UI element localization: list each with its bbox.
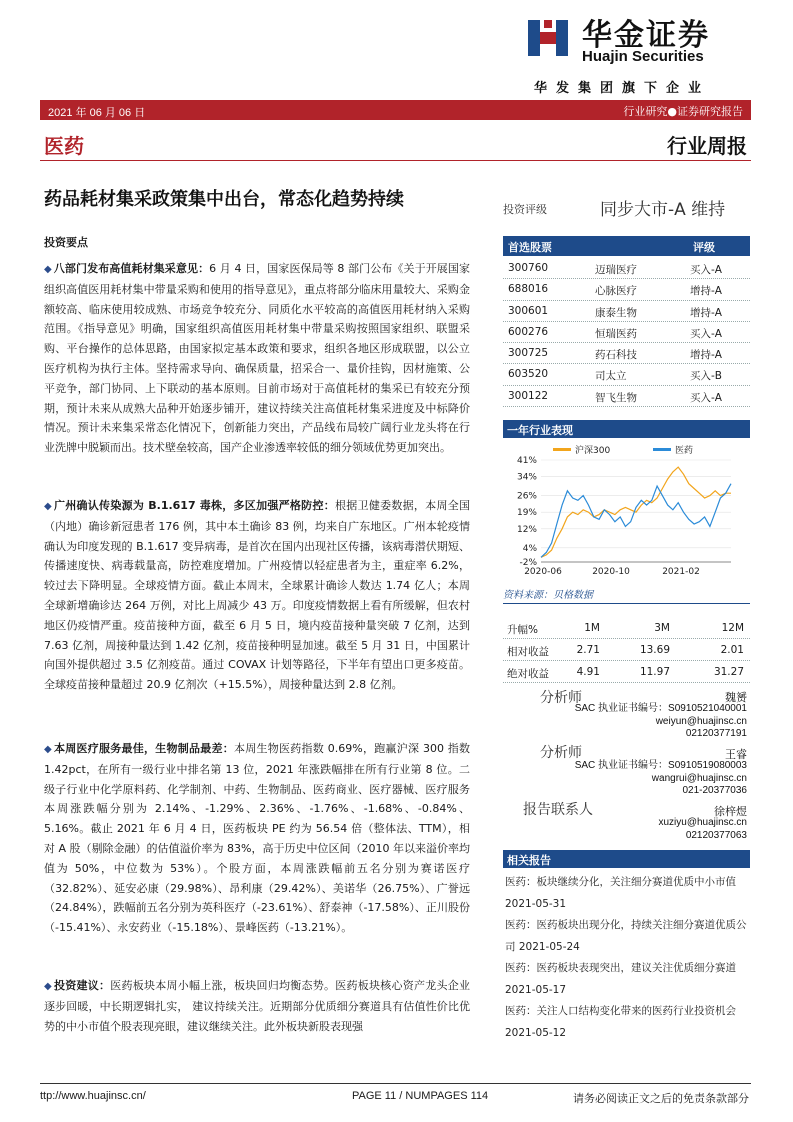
stock-code: 688016: [508, 283, 549, 296]
stock-code: 300760: [508, 262, 549, 274]
analyst-role: 分析师: [540, 745, 582, 761]
key-point-paragraph: [44, 976, 470, 1036]
table-header-row: [503, 617, 750, 639]
stock-rating: 买入-B: [690, 370, 722, 383]
analyst-phone: 021-20377036: [682, 785, 747, 796]
brand-name-en: Huajin Securities: [582, 48, 704, 65]
analyst-email[interactable]: weiyun@huajinsc.cn: [655, 715, 747, 727]
column-header: 升幅%: [507, 624, 538, 636]
key-point-paragraph: [44, 739, 470, 938]
chart-source-divider: [503, 603, 750, 604]
stock-rating: 买入-A: [690, 327, 722, 340]
y-tick-label: 12%: [516, 524, 537, 535]
cell-1m: 4.91: [576, 666, 600, 678]
contact-info: [658, 817, 747, 842]
key-point-text: 根据卫健委数据，本周全国（内地）确诊新冠患者 176 例，其中本土确诊 83 例，均来自广东地区。广州本轮疫情确认为印度发现的 B.1.617 变异病毒，是首次在国内出现社区传播，该病毒潜伏期短、传播速度快、病毒载量高，防控难度增加。广州疫情以轻症患者为主，重症率 6.2%，较过去下降明显。全球疫情方面。截止本周末，全球累计确诊人数达 1.74 亿人；本周全球新增确诊达 264 万例，对比上周减少 43 万。印度疫情数据上看有所缓解，但农村地区仍疫情严重。疫苗接种方面，截至 6 月 5 日，境内疫苗接种量突破 7 亿剂，达到 7.63 亿剂，周接种量达到 1.42 亿剂，疫苗接种明显加速。截至 5 月 31 日，中国累计向国外提供超过 3.5 亿剂疫苗。通过 COVAX 计划等路径，下半年有望出口更多疫苗。全球疫苗接种量超过 20.9 亿剂次（+15.5%），周接种量达到 2.8 亿剂。: [44, 499, 471, 692]
analyst-name: 魏赟: [725, 691, 747, 704]
stock-header-right: 评级: [693, 241, 715, 254]
brand-name-cn: 华金证券: [582, 18, 710, 53]
column-header: 12M: [721, 622, 744, 634]
key-points-heading: 投资要点: [44, 236, 88, 249]
sector-label: 医药: [44, 134, 84, 158]
stock-rating: 增持-A: [690, 306, 722, 319]
doc-type-label: 行业周报: [667, 134, 747, 158]
stock-name: 迈瑞医疗: [595, 264, 637, 276]
analyst-cert: SAC 执业证书编号：S0910521040001: [574, 703, 747, 714]
stock-code: 600276: [508, 325, 549, 338]
cell-1m: 2.71: [576, 644, 600, 656]
y-tick-label: 41%: [516, 456, 537, 466]
stock-rating: 买入-A: [690, 264, 722, 276]
diamond-bullet-icon: ◆: [44, 264, 52, 275]
chart-section-title: 一年行业表现: [507, 424, 573, 437]
cell-3m: 13.69: [639, 644, 670, 656]
table-row: [503, 343, 750, 364]
table-row: [503, 639, 750, 661]
x-tick-label: 2020-06: [524, 567, 562, 577]
chart-section-header: [503, 420, 750, 438]
key-point-lead: 八部门发布高值耗材集采意见：: [53, 262, 210, 275]
stock-name: 司太立: [595, 370, 627, 383]
footer-url[interactable]: ttp://www.huajinsc.cn/: [40, 1090, 146, 1102]
y-tick-label: 4%: [522, 543, 537, 554]
stock-name: 智飞生物: [595, 391, 637, 404]
key-point-text: 医药板块本周小幅上涨，板块回归均衡态势。医药板块核心资产龙头企业逐步回暖，中长期逻辑扎实， 建议持续关注。近期部分优质细分赛道具有估值性价比优势的中小市值个股表现亮眼，建议继续关注。此外板块新股表现强: [44, 979, 471, 1033]
rating-label: 投资评级: [503, 203, 547, 216]
key-point-text: 6 月 4 日，国家医保局等 8 部门公布《关于开展国家组织高值医用耗材集中带量采购和使用的指导意见》，重点将部分临床用量较大、采购金额较高、临床使用较成熟、市场竞争较充分、同质化水平较高的高值医用耗材纳入采购范围。《指导意见》明确，国家组织高值医用耗材集中带量采购按照国家组织、联盟采购、平台操作的总体思路，由国家拟定基本政策和要求，组织各地区形成联盟，以公立医疗机构为执行主体。坚持需求导向、确保质量，招采合一、量价挂钩，因材施策、公平竞争，部门协同、上下联动的基本原则。目前市场对于高值耗材的集采已有较充分预期，预计未来从成熟大品种开始逐步铺开，建议持续关注高值耗材集采进度及中标降价情况。预计未来集采常态化情况下，创新能力突出，产品线布局较广阔行业龙头将在行业洗牌中脱颖而出。技术壁垒较高，国产企业渗透率较低的细分领域优势更加突出。: [44, 262, 470, 455]
cell-12m: 31.27: [713, 666, 744, 678]
key-point-lead: 本周医疗服务最佳，生物制品最差：: [53, 742, 235, 755]
diamond-bullet-icon: ◆: [44, 501, 52, 512]
analyst-role: 分析师: [540, 690, 582, 706]
table-row: [503, 364, 750, 385]
related-reports-header: [503, 850, 750, 868]
contact-name: 徐梓煜: [714, 805, 747, 818]
stock-header-left: 首选股票: [508, 241, 552, 254]
related-report-link[interactable]: 医药：医药板块出现分化，持续关注细分赛道优质公司 2021-05-24: [505, 919, 747, 953]
report-type: 行业研究●证券研究报告: [623, 105, 743, 118]
analyst-email[interactable]: wangrui@huajinsc.cn: [651, 772, 747, 784]
legend-swatch: [553, 448, 571, 451]
stock-rating: 买入-A: [690, 391, 722, 404]
diamond-bullet-icon: ◆: [44, 981, 52, 992]
analyst-phone: 02120377191: [685, 728, 747, 739]
performance-table: [503, 617, 750, 683]
diamond-bullet-icon: ◆: [44, 744, 52, 755]
y-tick-label: 34%: [516, 472, 537, 483]
x-tick-label: 2021-02: [662, 567, 700, 577]
stock-name: 恒瑞医药: [595, 327, 637, 340]
table-row: [503, 322, 750, 343]
key-point-paragraph: [44, 259, 470, 458]
contact-email[interactable]: xuziyu@huajinsc.cn: [658, 817, 747, 828]
row-label: 相对收益: [507, 646, 549, 658]
stock-rating: 增持-A: [690, 285, 722, 298]
analyst-contact: [575, 760, 747, 798]
contact-phone: 02120377063: [685, 829, 747, 841]
stock-table-header: [503, 236, 750, 256]
footer-disclaimer: 请务必阅读正文之后的免责条款部分: [573, 1092, 749, 1105]
table-row: [503, 661, 750, 683]
rating-value: 同步大市-A 维持: [600, 200, 726, 220]
legend-label: 沪深300: [575, 446, 611, 456]
key-point-lead: 投资建议：: [53, 979, 111, 992]
column-header: 3M: [654, 622, 670, 634]
related-reports-list: [505, 872, 749, 1044]
key-point-paragraph: [44, 496, 470, 695]
report-title: 药品耗材集采政策集中出台，常态化趋势持续: [44, 189, 404, 210]
table-row: [503, 279, 750, 300]
footer-divider: [40, 1083, 751, 1084]
huajin-logo-icon: [524, 14, 572, 62]
stock-name: 康泰生物: [595, 306, 637, 319]
series-line-医药: [541, 484, 731, 558]
stock-code: 300601: [508, 304, 549, 317]
footer-page-number: PAGE 11 / NUMPAGES 114: [352, 1090, 489, 1102]
table-row: [503, 301, 750, 322]
chart-source: 资料来源：贝格数据: [503, 590, 593, 601]
analyst-cert: SAC 执业证书编号：S0910519080003: [574, 760, 747, 771]
y-tick-label: 19%: [516, 508, 537, 519]
analyst-name: 王睿: [725, 748, 747, 761]
stock-code: 300122: [508, 389, 549, 402]
related-report-link[interactable]: 医药：关注人口结构变化带来的医药行业投资机会 2021-05-12: [505, 1005, 736, 1039]
related-reports-title: 相关报告: [507, 854, 551, 867]
column-header: 1M: [584, 622, 600, 634]
stock-name: 药石科技: [595, 349, 637, 362]
x-tick-label: 2020-10: [592, 567, 630, 577]
header-divider: [40, 160, 751, 161]
industry-performance-chart: [503, 440, 750, 580]
stock-name: 心脉医疗: [595, 285, 637, 298]
cell-12m: 2.01: [720, 644, 744, 656]
report-date: 2021 年 06 月 06 日: [48, 107, 146, 119]
legend-label: 医药: [675, 446, 694, 456]
stock-code: 603520: [508, 368, 549, 381]
brand-slogan: 华发集团旗下企业: [534, 81, 711, 96]
cell-3m: 11.97: [639, 666, 670, 678]
y-tick-label: 26%: [516, 491, 537, 502]
related-report-link[interactable]: 医药：医药板块表现突出，建议关注优质细分赛道 2021-05-17: [505, 962, 736, 996]
y-tick-label: -2%: [519, 558, 537, 568]
contact-role: 报告联系人: [523, 802, 593, 818]
row-label: 绝对收益: [507, 668, 549, 680]
stock-rating: 增持-A: [690, 349, 722, 362]
analyst-contact: [575, 703, 747, 741]
stock-table: [503, 258, 750, 407]
related-report-link[interactable]: 医药：板块继续分化，关注细分赛道优质中小市值 2021-05-31: [505, 876, 736, 910]
stock-code: 300725: [508, 347, 549, 360]
table-row: [503, 258, 750, 279]
legend-swatch: [653, 448, 671, 451]
key-point-text: 本周生物医药指数 0.69%，跑赢沪深 300 指数 1.42pct，在所有一级行业中排名第 13 位，2021 年涨跌幅排在所有行业第 8 位。二级子行业中化学原料药、化学制剂、中药、生物制品、医药商业、医疗器械、医疗服务本周涨跌幅分别为 2.14%、-1.29%、2.36%、-1.76%、-1.68%、-0.84%、5.16%。截止 2021 年 6 月 4 日，医药板块 PE 约为 56.54 倍（整体法、TTM），相对 A 股（剔除金融）的估值溢价率为 83%，高于历史中位区间（2010 年以来溢价率均值为 50%，中位数为 53%）。个股方面，本周涨跌幅前五名分别为赛诺医疗（32.82%）、延安必康（29.98%）、昂利康（29.42%）、美诺华（26.75%）、广誉远（24.84%），跌幅前五名分别为英科医疗（-23.61%）、舒泰神（-17.58%）、正川股份（-15.41%）、永安药业（-15.18%）、景峰医药（-13.21%）。: [44, 742, 471, 935]
key-point-lead: 广州确认传染源为 B.1.617 毒株，多区加强严格防控：: [53, 499, 335, 512]
table-row: [503, 386, 750, 407]
